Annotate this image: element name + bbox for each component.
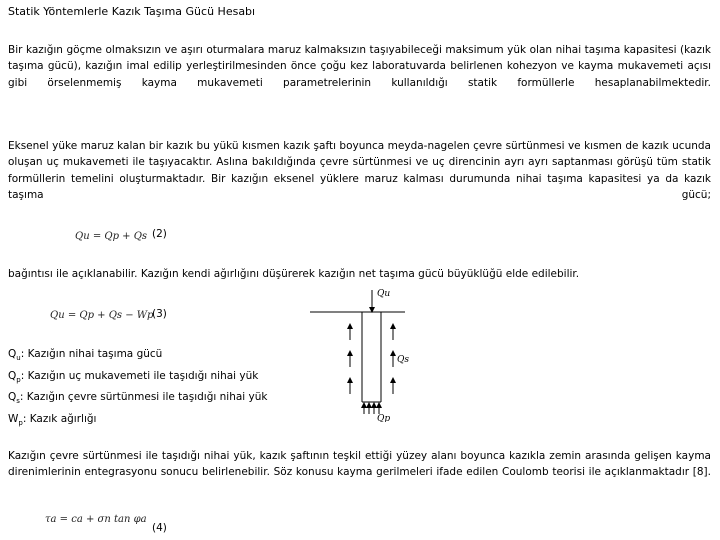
label-qs: Qs [397,355,409,365]
definitions-list [8,346,268,433]
definition-qp: $Q_p$: Kazığın uç mukavemeti ile taşıdığı nihai yük [8,369,259,384]
label-qp: Qp [377,414,391,422]
pile-load-diagram [305,282,415,422]
equation-3-number: (3) [152,308,167,320]
definition-wp: $W_p$: Kazık ağırlığı [8,413,97,428]
equation-2-number: (2) [152,228,167,240]
paragraph-relation: bağıntısı ile açıklanabilir. Kazığın kendi ağırlığını düşürerek kazığın net taşıma gücü büyüklüğü elde edilebilir. [8,268,580,280]
definition-qu: $Q_u$: Kazığın nihai taşıma gücü [8,348,163,363]
page-title: Statik Yöntemlerle Kazık Taşıma Gücü Hesabı [8,5,256,18]
equation-3: Qu = Qp + Qs − Wp [50,310,154,321]
equation-2: Qu = Qp + Qs [75,231,148,242]
equation-4-number: (4) [152,522,167,534]
label-qu: Qu [377,289,391,299]
definition-qs: $Q_s$: Kazığın çevre sürtünmesi ile taşıdığı nihai yük [8,391,268,406]
paragraph-axial-load: Eksenel yüke maruz kalan bir kazık bu yükü kısmen kazık şaftı boyunca meyda-nagelen çevre sürtünmesi ve kısmen de kazık ucunda oluşan uç mukavemeti ile taşıyacaktır. Aslına bakıldığında çevre sürtünmesi ve uç direncinin ayrı ayrı saptanması görüşü tüm statik formüllerin temelini oluşturmaktadır. Bir kazığın eksenel yüklere maruz kalması durumunda nihai taşıma kapasitesi ya da kazık taşıma gücü; [8,140,711,201]
tip-resistance-arrows [364,405,379,414]
paragraph-friction: Kazığın çevre sürtünmesi ile taşıdığı nihai yük, kazık şaftının teşkil ettiği yüzey alanı boyunca kazıkla zemin arasında gelişen kayma direnimlerinin entegrasyonu sonucu belirlenebilir. Söz konusu kayma gerilmeleri ifade edilen Coulomb teorisi ile açıklanmaktadır [8]. [8,450,711,479]
equation-4: τa = ca + σn tan φa [45,514,147,525]
paragraph-intro: Bir kazığın göçme olmaksızın ve aşırı oturmalara maruz kalmaksızın taşıyabileceği maksimum yük olan nihai taşıma kapasitesi (kazık taşıma gücü), kazığın imal edilip yerleştirilmesinden önce çoğu kez laboratuvarda belirlenen kohezyon ve kayma mukavemeti açısı gibi örselenmemiş kayma mukavemeti parametrelerinin kullanıldığı statik formüllerle hesaplanabilmektedir. [8,44,711,89]
